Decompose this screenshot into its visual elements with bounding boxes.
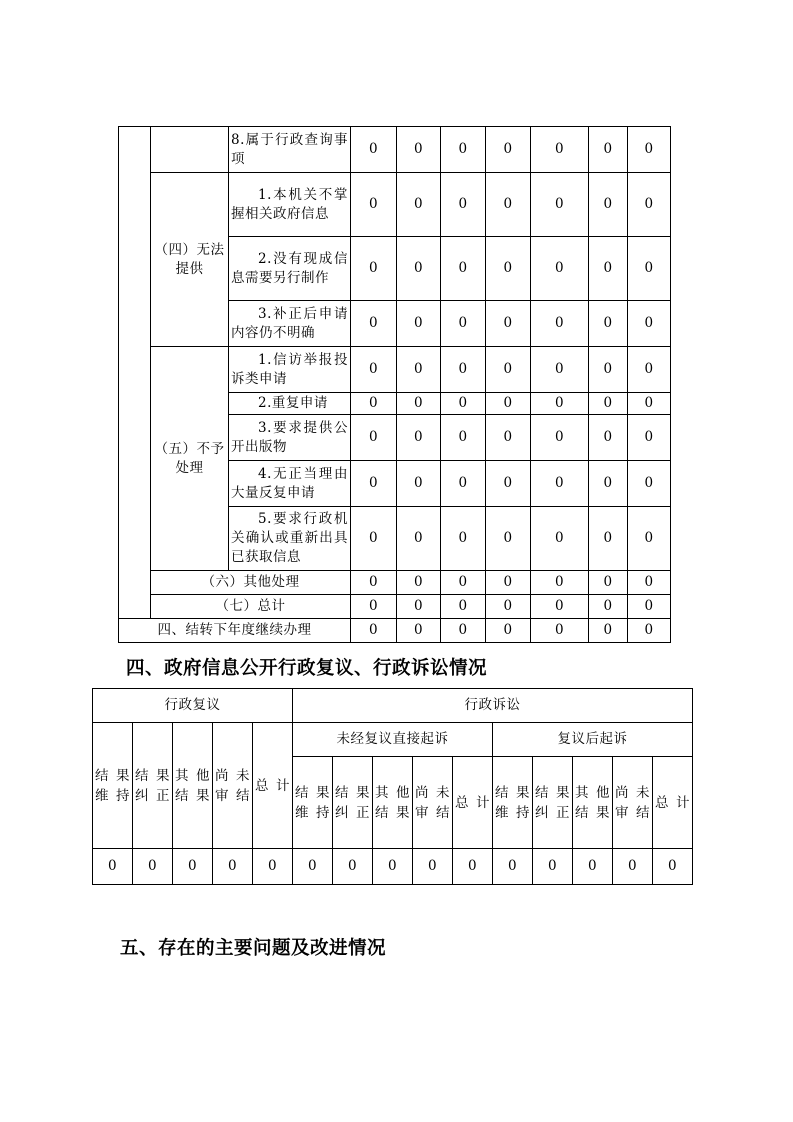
table-row [119,347,671,393]
blank-side-cell [119,127,151,619]
subcategory-cell: 4.无正当理由大量反复申请 [229,461,351,507]
column-header: 尚未审结 [213,723,253,849]
value-cell: 0 [628,571,671,595]
value-cell: 0 [531,393,589,415]
subcategory-cell: 1.本机关不掌握相关政府信息 [229,173,351,237]
value-cell: 0 [397,393,441,415]
value-cell: 0 [628,461,671,507]
value-cell: 0 [133,849,173,885]
value-cell: 0 [589,127,628,173]
column-header: 尚未审结 [613,757,653,849]
value-cell: 0 [351,461,397,507]
value-cell: 0 [589,507,628,571]
value-cell: 0 [589,619,628,643]
value-cell: 0 [253,849,293,885]
value-cell: 0 [441,571,486,595]
category-cell [151,127,229,173]
value-cell: 0 [441,619,486,643]
value-cell: 0 [397,619,441,643]
value-cell: 0 [531,595,589,619]
value-cell: 0 [351,237,397,301]
section-heading: 五、存在的主要问题及改进情况 [120,938,387,959]
after-review-header: 复议后起诉 [493,723,693,757]
litigation-header: 行政诉讼 [293,689,693,723]
column-header: 结果纠正 [133,723,173,849]
table-row [119,619,671,643]
value-cell: 0 [531,173,589,237]
value-cell: 0 [397,507,441,571]
category-cell: （四）无法提供 [151,173,229,347]
value-cell: 0 [531,571,589,595]
subcategory-cell: 3.要求提供公开出版物 [229,415,351,461]
column-header: 结果纠正 [533,757,573,849]
value-cell: 0 [413,849,453,885]
value-cell: 0 [531,507,589,571]
value-cell: 0 [397,347,441,393]
application-handling-table [118,126,671,643]
value-cell: 0 [531,415,589,461]
value-cell: 0 [397,415,441,461]
table-row [119,571,671,595]
value-cell: 0 [493,849,533,885]
value-cell: 0 [628,127,671,173]
value-cell: 0 [486,173,531,237]
value-cell: 0 [453,849,493,885]
value-cell: 0 [486,237,531,301]
value-cell: 0 [589,571,628,595]
value-cell: 0 [589,461,628,507]
row-label: （六）其他处理 [151,571,351,595]
value-cell: 0 [333,849,373,885]
value-cell: 0 [628,507,671,571]
value-cell: 0 [397,595,441,619]
value-cell: 0 [486,507,531,571]
value-cell: 0 [373,849,413,885]
table-row [119,595,671,619]
subcategory-cell: 8.属于行政查询事项 [229,127,351,173]
column-header: 其他结果 [573,757,613,849]
value-cell: 0 [397,301,441,347]
column-header: 结果纠正 [333,757,373,849]
subcategory-cell: 2.没有现成信息需要另行制作 [229,237,351,301]
value-cell: 0 [397,127,441,173]
direct-litigation-header: 未经复议直接起诉 [293,723,493,757]
column-header: 其他结果 [373,757,413,849]
category-cell: （五）不予处理 [151,347,229,571]
value-cell: 0 [351,415,397,461]
value-cell: 0 [351,301,397,347]
value-cell: 0 [397,237,441,301]
value-cell: 0 [441,507,486,571]
value-cell: 0 [441,301,486,347]
value-cell: 0 [533,849,573,885]
value-cell: 0 [628,237,671,301]
column-header: 结果维持 [93,723,133,849]
column-header: 总计 [653,757,693,849]
value-cell: 0 [486,301,531,347]
value-cell: 0 [351,571,397,595]
column-header: 总计 [453,757,493,849]
table-row [119,127,671,173]
value-cell: 0 [441,127,486,173]
review-litigation-table [92,688,693,885]
value-cell: 0 [531,301,589,347]
value-cell: 0 [531,461,589,507]
value-cell: 0 [486,619,531,643]
value-cell: 0 [397,173,441,237]
value-cell: 0 [628,415,671,461]
value-cell: 0 [628,173,671,237]
value-cell: 0 [93,849,133,885]
value-cell: 0 [628,619,671,643]
column-header: 结果维持 [293,757,333,849]
value-cell: 0 [531,237,589,301]
table-row [93,723,693,757]
value-cell: 0 [173,849,213,885]
column-header: 结果维持 [493,757,533,849]
value-cell: 0 [589,393,628,415]
subcategory-cell: 2.重复申请 [229,393,351,415]
column-header: 尚未审结 [413,757,453,849]
value-cell: 0 [613,849,653,885]
value-cell: 0 [531,347,589,393]
value-cell: 0 [441,415,486,461]
value-cell: 0 [441,237,486,301]
value-cell: 0 [628,595,671,619]
value-cell: 0 [351,507,397,571]
value-cell: 0 [628,301,671,347]
value-cell: 0 [351,595,397,619]
value-cell: 0 [589,595,628,619]
row-label: （七）总计 [151,595,351,619]
table-row [119,173,671,237]
row-label: 四、结转下年度继续办理 [119,619,351,643]
subcategory-cell: 1.信访举报投诉类申请 [229,347,351,393]
value-cell: 0 [397,461,441,507]
column-header: 总计 [253,723,293,849]
value-cell: 0 [486,415,531,461]
value-cell: 0 [351,347,397,393]
value-cell: 0 [486,461,531,507]
value-cell: 0 [213,849,253,885]
value-cell: 0 [351,173,397,237]
value-cell: 0 [397,571,441,595]
value-cell: 0 [653,849,693,885]
value-cell: 0 [573,849,613,885]
value-cell: 0 [589,415,628,461]
value-cell: 0 [531,619,589,643]
value-cell: 0 [486,127,531,173]
value-cell: 0 [441,173,486,237]
value-cell: 0 [486,393,531,415]
value-cell: 0 [441,595,486,619]
value-cell: 0 [441,347,486,393]
value-cell: 0 [589,347,628,393]
review-header: 行政复议 [93,689,293,723]
value-cell: 0 [486,595,531,619]
value-cell: 0 [441,461,486,507]
value-cell: 0 [589,237,628,301]
value-cell: 0 [486,347,531,393]
subcategory-cell: 3.补正后申请内容仍不明确 [229,301,351,347]
value-cell: 0 [486,571,531,595]
value-cell: 0 [589,301,628,347]
value-cell: 0 [293,849,333,885]
value-cell: 0 [531,127,589,173]
table-row [93,849,693,885]
value-cell: 0 [351,127,397,173]
value-cell: 0 [628,393,671,415]
value-cell: 0 [589,173,628,237]
value-cell: 0 [441,393,486,415]
value-cell: 0 [351,619,397,643]
subcategory-cell: 5.要求行政机关确认或重新出具已获取信息 [229,507,351,571]
section-heading: 四、政府信息公开行政复议、行政诉讼情况 [126,658,488,679]
table-row [93,689,693,723]
value-cell: 0 [628,347,671,393]
column-header: 其他结果 [173,723,213,849]
value-cell: 0 [351,393,397,415]
